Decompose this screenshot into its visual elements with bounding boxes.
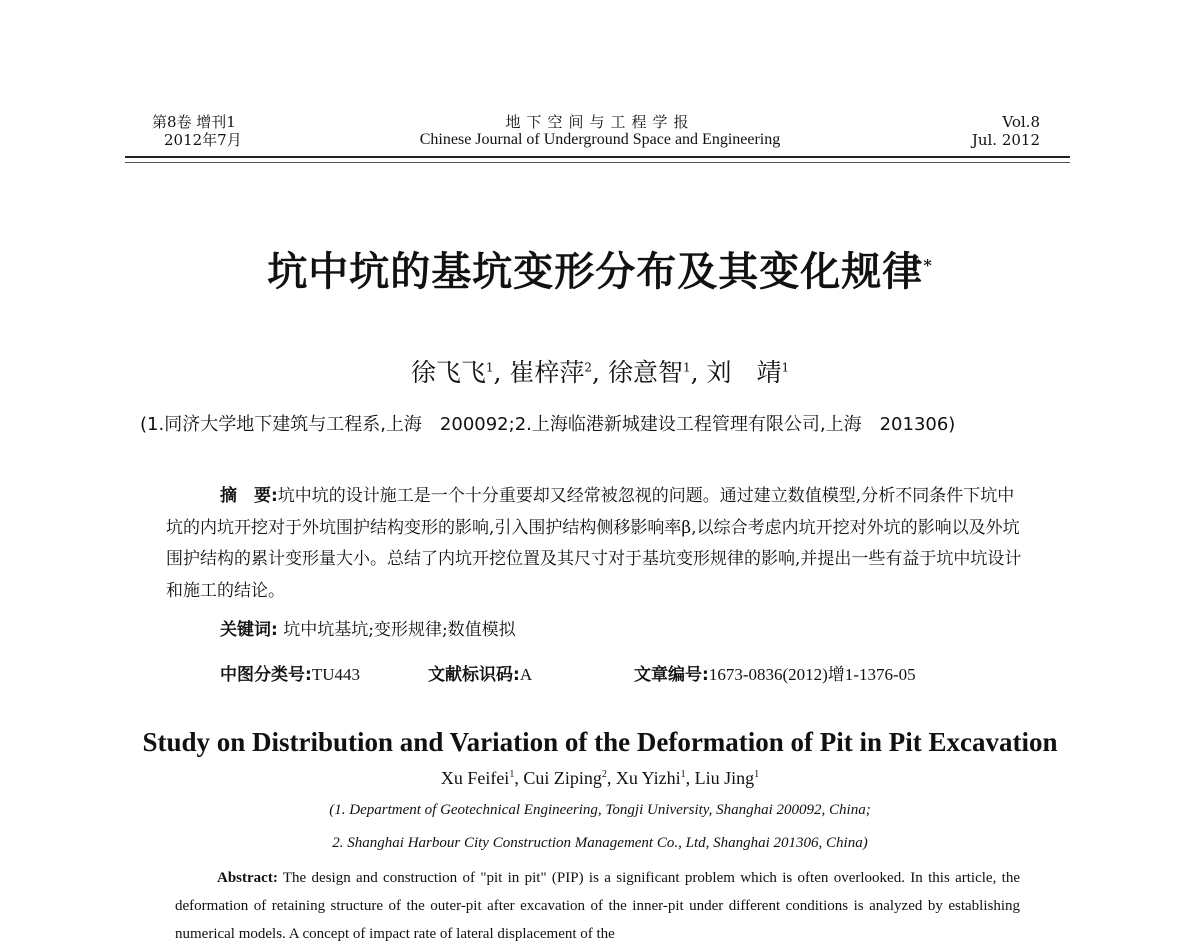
authors-en (0, 768, 1200, 789)
journal-name-cn: 地下空间与工程学报 (505, 113, 695, 131)
journal-volume-en (971, 113, 1040, 149)
author-cn: 徐飞飞$^1$, (410, 358, 502, 387)
affiliation-en-line-2: 2. Shanghai Harbour City Construction Management Co., Ltd, Shanghai 201306, China) (332, 835, 868, 851)
author-cn: 徐意智$^1$, (607, 358, 699, 387)
header-rule-thick (125, 156, 1070, 158)
keywords-text: 坑中坑基坑;变形规律;数值模拟 (283, 620, 516, 640)
article-number: 文章编号:1673-0836(2012)增1-1376-05 (634, 665, 916, 685)
clc-number: 中图分类号:TU443 (220, 665, 360, 685)
affiliation-en-line-1: (1. Department of Geotechnical Engineering, Tongji University, Shanghai 200092, China; (329, 802, 871, 818)
document-code: 文献标识码:A (428, 665, 533, 685)
journal-name-en: Chinese Journal of Underground Space and Engineering (419, 131, 781, 148)
date-cn: 2012年7月 (164, 131, 242, 149)
keywords-label: 关键词: (220, 620, 278, 640)
paper-title-en: Study on Distribution and Variation of the Deformation of Pit in Pit Excavation (142, 727, 1058, 757)
abstract-en (175, 864, 1020, 948)
author-en: Cui Ziping$^2$, (523, 768, 616, 788)
header-rule-thin (125, 162, 1070, 163)
abstract-cn-text: 坑中坑的设计施工是一个十分重要却又经常被忽视的问题。通过建立数值模型,分析不同条件下坑中坑的内坑开挖对于外坑围护结构变形的影响,引入围护结构侧移影响率β,以综合考虑内坑开挖对外坑的影响以及外坑围护结构的累计变形量大小。总结了内坑开挖位置及其尺寸对于基坑变形规律的影响,并提出一些有益于坑中坑设计和施工的结论。 (166, 486, 1022, 601)
title-cn-text: 坑中坑的基坑变形分布及其变化规律 (267, 248, 924, 295)
author-en: Xu Feifei$^1$, (440, 768, 524, 788)
keywords-cn (220, 615, 516, 640)
paper-title-cn (0, 240, 1200, 297)
authors-cn (0, 353, 1200, 389)
author-cn: 崔梓萍$^2$, (509, 358, 600, 387)
author-en: Xu Yizhi$^1$, (615, 768, 695, 788)
author-cn: 刘 靖$^1$ (706, 358, 790, 387)
abstract-cn (166, 481, 1028, 607)
author-en: Liu Jing$^1$ (694, 768, 760, 788)
abstract-en-label: Abstract: (217, 870, 278, 886)
volume-cn: 第8卷 增刊1 (152, 113, 236, 131)
abstract-en-text: The design and construction of "pit in pit" (PIP) is a significant problem which is often overlooked. In this article, the deformation of retaining structure of the outer-pit after excavation of the inner-pit under different conditions is analyzed by establishing numerical models. A concept of impact rate of lateral displacement of the (175, 870, 1020, 942)
affiliation-cn: (1.同济大学地下建筑与工程系,上海 200092;2.上海临港新城建设工程管理有限公司,上海 201306) (140, 414, 956, 435)
volume-en: Vol.8 (1002, 113, 1040, 131)
abstract-cn-label: 摘 要: (220, 486, 278, 506)
title-footnote-mark: * (923, 255, 933, 275)
date-en: Jul. 2012 (971, 131, 1040, 149)
